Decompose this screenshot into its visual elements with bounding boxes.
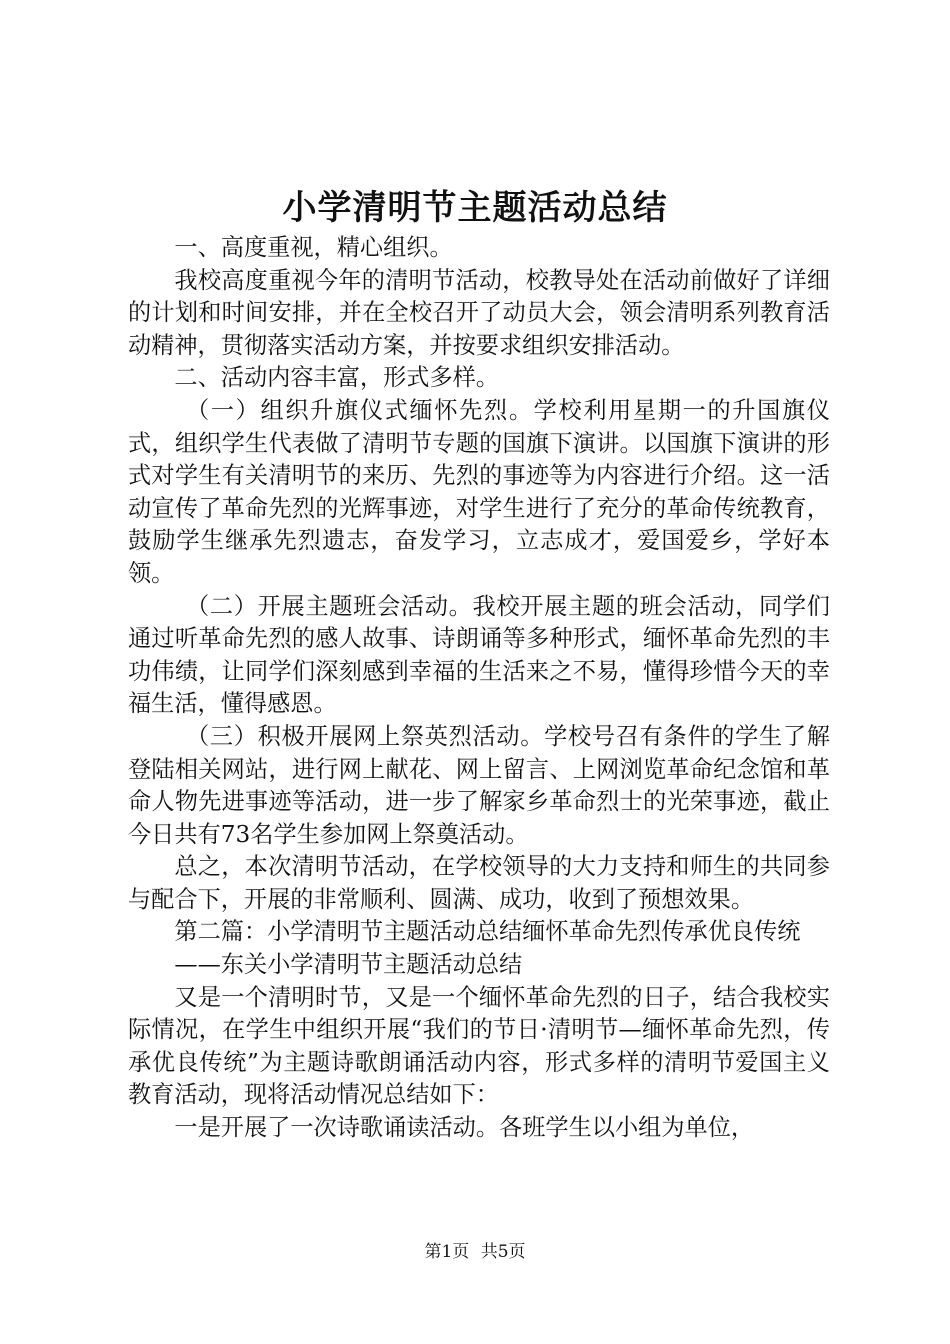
paragraph-summary: 总之，本次清明节活动，在学校领导的大力支持和师生的共同参与配合下，开展的非常顺利、圆满、成功，收到了预想效果。 <box>128 853 830 913</box>
page-footer <box>0 1241 950 1263</box>
page-number: 第1页 <box>424 1242 470 1262</box>
section-heading-2: 二、活动内容丰富，形式多样。 <box>174 364 500 392</box>
part-two-heading: 第二篇：小学清明节主题活动总结缅怀革命先烈传承优良传统 <box>174 918 801 946</box>
paragraph-sub-2: （二）开展主题班会活动。我校开展主题的班会活动，同学们通过听革命先烈的感人故事、诗朗诵等多种形式，缅怀革命先烈的丰功伟绩，让同学们深刻感到幸福的生活来之不易，懂得珍惜今天的幸福生活，懂得感恩。 <box>128 592 830 718</box>
paragraph-first-activity: 一是开展了一次诗歌诵读活动。各班学生以小组为单位， <box>174 1114 755 1142</box>
part-two-subtitle: ——东关小学清明节主题活动总结 <box>174 951 523 979</box>
section-heading-1: 一、高度重视，精心组织。 <box>174 234 453 261</box>
page-total: 共5页 <box>480 1242 526 1262</box>
document-body <box>128 232 830 1145</box>
paragraph-sub-3: （三）积极开展网上祭英烈活动。学校号召有条件的学生了解登陆相关网站，进行网上献花、网上留言、上网浏览革命纪念馆和革命人物先进事迹等活动，进一步了解家乡革命烈士的光荣事迹，截止今日共有73名学生参加网上祭奠活动。 <box>128 722 830 848</box>
paragraph-intro: 又是一个清明时节，又是一个缅怀革命先烈的日子，结合我校实际情况，在学生中组织开展“我们的节日·清明节—缅怀革命先烈，传承优良传统”为主题诗歌朗诵活动内容，形式多样的清明节爱国主义教育活动，现将活动情况总结如下： <box>128 983 830 1109</box>
paragraph-1: 我校高度重视今年的清明节活动，校教导处在活动前做好了详细的计划和时间安排，并在全校召开了动员大会，领会清明系列教育活动精神，贯彻落实活动方案，并按要求组织安排活动。 <box>128 266 830 359</box>
paragraph-sub-1: （一）组织升旗仪式缅怀先烈。学校利用星期一的升国旗仪式，组织学生代表做了清明节专题的国旗下演讲。以国旗下演讲的形式对学生有关清明节的来历、先烈的事迹等为内容进行介绍。这一活动宣传了革命先烈的光辉事迹，对学生进行了充分的革命传统教育，鼓励学生继承先烈遗志，奋发学习，立志成才，爱国爱乡，学好本领。 <box>128 396 830 587</box>
document-title: 小学清明节主题活动总结 <box>282 188 668 228</box>
